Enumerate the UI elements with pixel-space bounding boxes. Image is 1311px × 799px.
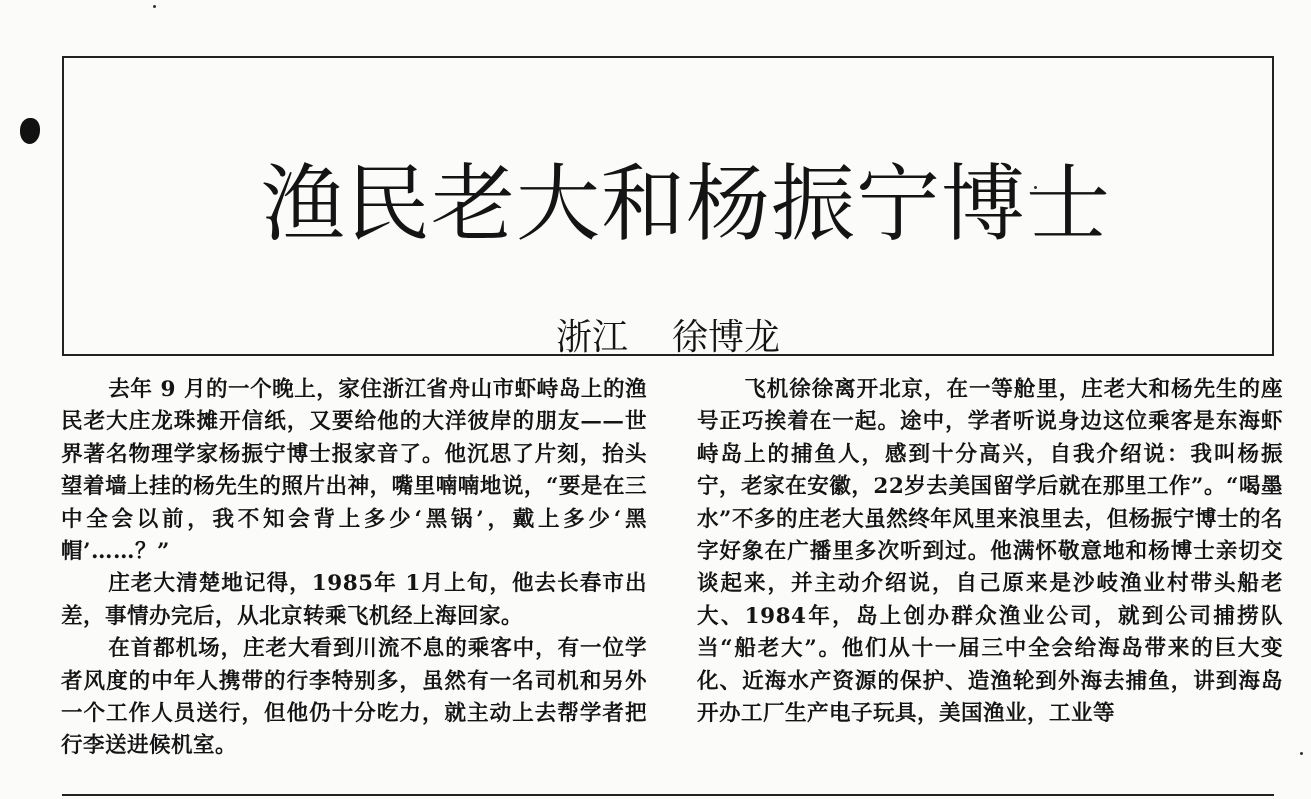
ink-speck [153,5,156,8]
byline [64,317,1272,358]
article-title: 渔民老大和杨振宁博士 [260,155,1111,253]
bottom-rule [62,794,1274,796]
ink-blot [20,118,40,144]
paragraph: 去年 9 月的一个晚上，家住浙江省舟山市虾峙岛上的渔民老大庄龙珠摊开信纸，又要给他的大洋彼岸的朋友——世界著名物理学家杨振宁博士报家音了。他沉思了片刻，抬头望着墙上挂的杨先生的照片出神，嘴里喃喃地说，“要是在三中全会以前，我不知会背上多少‘黑锅’，戴上多少‘黑帽’……？” [61,377,647,565]
right-column [697,374,1283,730]
title-frame [62,56,1274,356]
paragraph: 在首都机场，庄老大看到川流不息的乘客中，有一位学者风度的中年人携带的行李特别多，虽然有一名司机和另外一个工作人员送行，但他仍十分吃力，就主动上去帮学者把行李送进候机室。 [61,636,647,759]
paragraph: 飞机徐徐离开北京，在一等舱里，庄老大和杨先生的座号正巧挨着在一起。途中，学者听说身边这位乘客是东海虾峙岛上的捕鱼人，感到十分高兴，自我介绍说：我叫杨振宁，老家在安徽，22岁去美国留学后就在那里工作”。“喝墨水”不多的庄老大虽然终年风里来浪里去，但杨振宁博士的名字好象在广播里多次听到过。他满怀敬意地和杨博士亲切交谈起来，并主动介绍说，自己原来是沙岐渔业村带头船老大、1984年，岛上创办群众渔业公司，就到公司捕捞队当“船老大”。他们从十一届三中全会给海岛带来的巨大变化、近海水产资源的保护、造渔轮到外海去捕鱼，讲到海岛开办工厂生产电子玩具，美国渔业，工业等 [697,377,1283,727]
paragraph: 庄老大清楚地记得，1985年 1月上旬，他去长春市出差，事情办完后，从北京转乘飞机经上海回家。 [61,571,647,629]
byline-region: 浙江 [555,317,628,358]
ink-speck [1300,752,1303,755]
byline-author: 徐博龙 [672,317,781,358]
left-column [61,374,647,763]
